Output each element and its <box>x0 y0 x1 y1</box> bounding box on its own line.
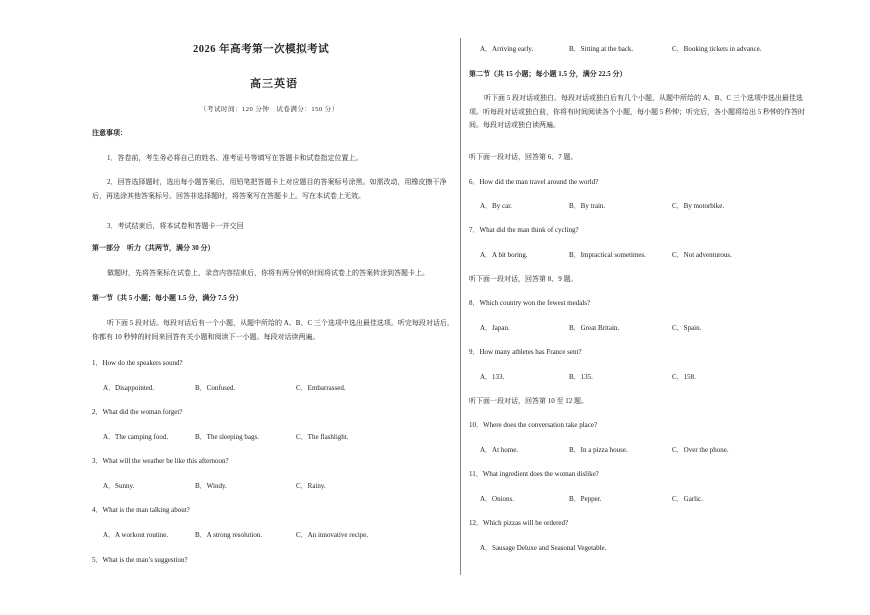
exam-subtitle: 高三英语 <box>250 78 298 90</box>
q10-option-b: B．In a pizza house. <box>569 446 628 454</box>
q3-option-a: A．Sunny. <box>103 482 135 490</box>
q11-option-c: C．Garlic. <box>672 495 703 503</box>
question-2: 2．What did the woman forget? <box>92 408 183 416</box>
q3-option-b: B．Windy. <box>195 482 227 490</box>
q2-option-b: B．The sleeping bags. <box>195 433 259 441</box>
note-3: 3．考试结束后，将本试卷和答题卡一并交回 <box>107 222 244 230</box>
question-10: 10．Where does the conversation take place? <box>469 421 598 429</box>
q7-option-a: A．A bit boring. <box>480 251 528 259</box>
q8-option-c: C．Spain. <box>672 324 702 332</box>
q3-option-c: C．Rainy. <box>296 482 326 490</box>
q6-option-b: B．By train. <box>569 202 606 210</box>
section1-heading: 第一节（共 5 小题；每小题 1.5 分，满分 7.5 分） <box>92 294 243 302</box>
question-4: 4．What is the man talking about? <box>92 506 190 514</box>
note-1: 1．答卷前，考生务必将自己的姓名、准考证号等填写在答题卡和试卷指定位置上。 <box>107 154 363 162</box>
question-12: 12．Which pizzas will be ordered? <box>469 519 569 527</box>
exam-info: （考试时间：120 分钟 试卷满分：150 分） <box>200 106 339 113</box>
section2-instructions: 听下面 5 段对话或独白。每段对话或独白后有几个小题，从题中所给的 A、B、C 三个选项中选出最佳选项。听每段对话或独白前，你将有时间阅读各个小题，每小题 5 秒钟；听完后，各小题将给出 5 秒钟的作答时间。每段对话或独白读两遍。 <box>469 94 805 129</box>
q10-option-c: C．Over the phone. <box>672 446 729 454</box>
column-divider <box>460 38 461 575</box>
question-5: 5．What is the man’s suggestion? <box>92 556 188 564</box>
q6-option-c: C．By motorbike. <box>672 202 725 210</box>
question-6: 6．How did the man travel around the world? <box>469 178 599 186</box>
section1-instructions: 听下面 5 段对话。每段对话后有一个小题，从题中所给的 A、B、C 三个选项中选出最佳选项。听完每段对话后，你都有 10 秒钟的时间来回答有关小题和阅读下一小题。每段对话读两遍。 <box>92 319 454 341</box>
q4-option-b: B．A strong resolution. <box>195 531 263 539</box>
q11-option-b: B．Pepper. <box>569 495 602 503</box>
question-11: 11．What ingredient does the woman dislike? <box>469 470 599 478</box>
part1-instructions: 做题时，先将答案标在试卷上，录音内容结束后，你将有两分钟的时间将试卷上的答案转涂到答题卡上。 <box>107 269 429 277</box>
q7-option-b: B．Impractical sometimes. <box>569 251 646 259</box>
q2-option-a: A．The camping food. <box>103 433 169 441</box>
q2-option-c: C．The flashlight. <box>296 433 349 441</box>
group-1-instructions: 听下面一段对话，回答第 6、7 题。 <box>469 153 578 161</box>
q10-option-a: A．At home. <box>480 446 519 454</box>
q6-option-a: A．By car. <box>480 202 512 210</box>
group-2-instructions: 听下面一段对话，回答第 8、9 题。 <box>469 275 578 283</box>
q1-option-a: A．Disappointed. <box>103 384 155 392</box>
exam-title: 2026 年高考第一次模拟考试 <box>193 44 330 55</box>
q7-option-c: C．Not adventurous. <box>672 251 732 259</box>
question-8: 8．Which country won the fewest medals? <box>469 299 591 307</box>
q9-option-b: B．135. <box>569 373 593 381</box>
q8-option-a: A．Japan. <box>480 324 510 332</box>
q9-option-a: A．133. <box>480 373 505 381</box>
section2-heading: 第二节（共 15 小题；每小题 1.5 分，满分 22.5 分） <box>469 70 627 78</box>
q4-option-a: A．A workout routine. <box>103 531 169 539</box>
q11-option-a: A．Onions. <box>480 495 515 503</box>
q9-option-c: C．158. <box>672 373 696 381</box>
note-2: 2．回答选择题时，选出每小题答案后，用铅笔把答题卡上对应题目的答案标号涂黑。如需改动，用橡皮擦干净后，再选涂其他答案标号。回答非选择题时，将答案写在答题卡上。写在本试卷上无效。 <box>92 178 447 200</box>
q4-option-c: C．An innovative recipe. <box>296 531 369 539</box>
part1-heading: 第一部分 听力（共两节，满分 30 分） <box>92 244 215 252</box>
q1-option-c: C．Embarrassed. <box>296 384 346 392</box>
question-7: 7．What did the man think of cycling? <box>469 226 579 234</box>
q5-option-b: B．Sitting at the back. <box>569 45 634 53</box>
q1-option-b: B．Confused. <box>195 384 236 392</box>
q12-option-a: A．Sausage Deluxe and Seasonal Vegetable. <box>480 544 607 552</box>
question-3: 3．What will the weather be like this afternoon? <box>92 457 229 465</box>
q8-option-b: B．Great Britain. <box>569 324 620 332</box>
q5-option-c: C．Booking tickets in advance. <box>672 45 762 53</box>
notes-heading: 注意事项： <box>92 129 127 137</box>
q5-option-a: A．Arriving early. <box>480 45 534 53</box>
group-3-instructions: 听下面一段对话，回答第 10 至 12 题。 <box>469 397 588 405</box>
question-9: 9．How many athletes has France sent? <box>469 348 582 356</box>
question-1: 1．How do the speakers sound? <box>92 359 183 367</box>
